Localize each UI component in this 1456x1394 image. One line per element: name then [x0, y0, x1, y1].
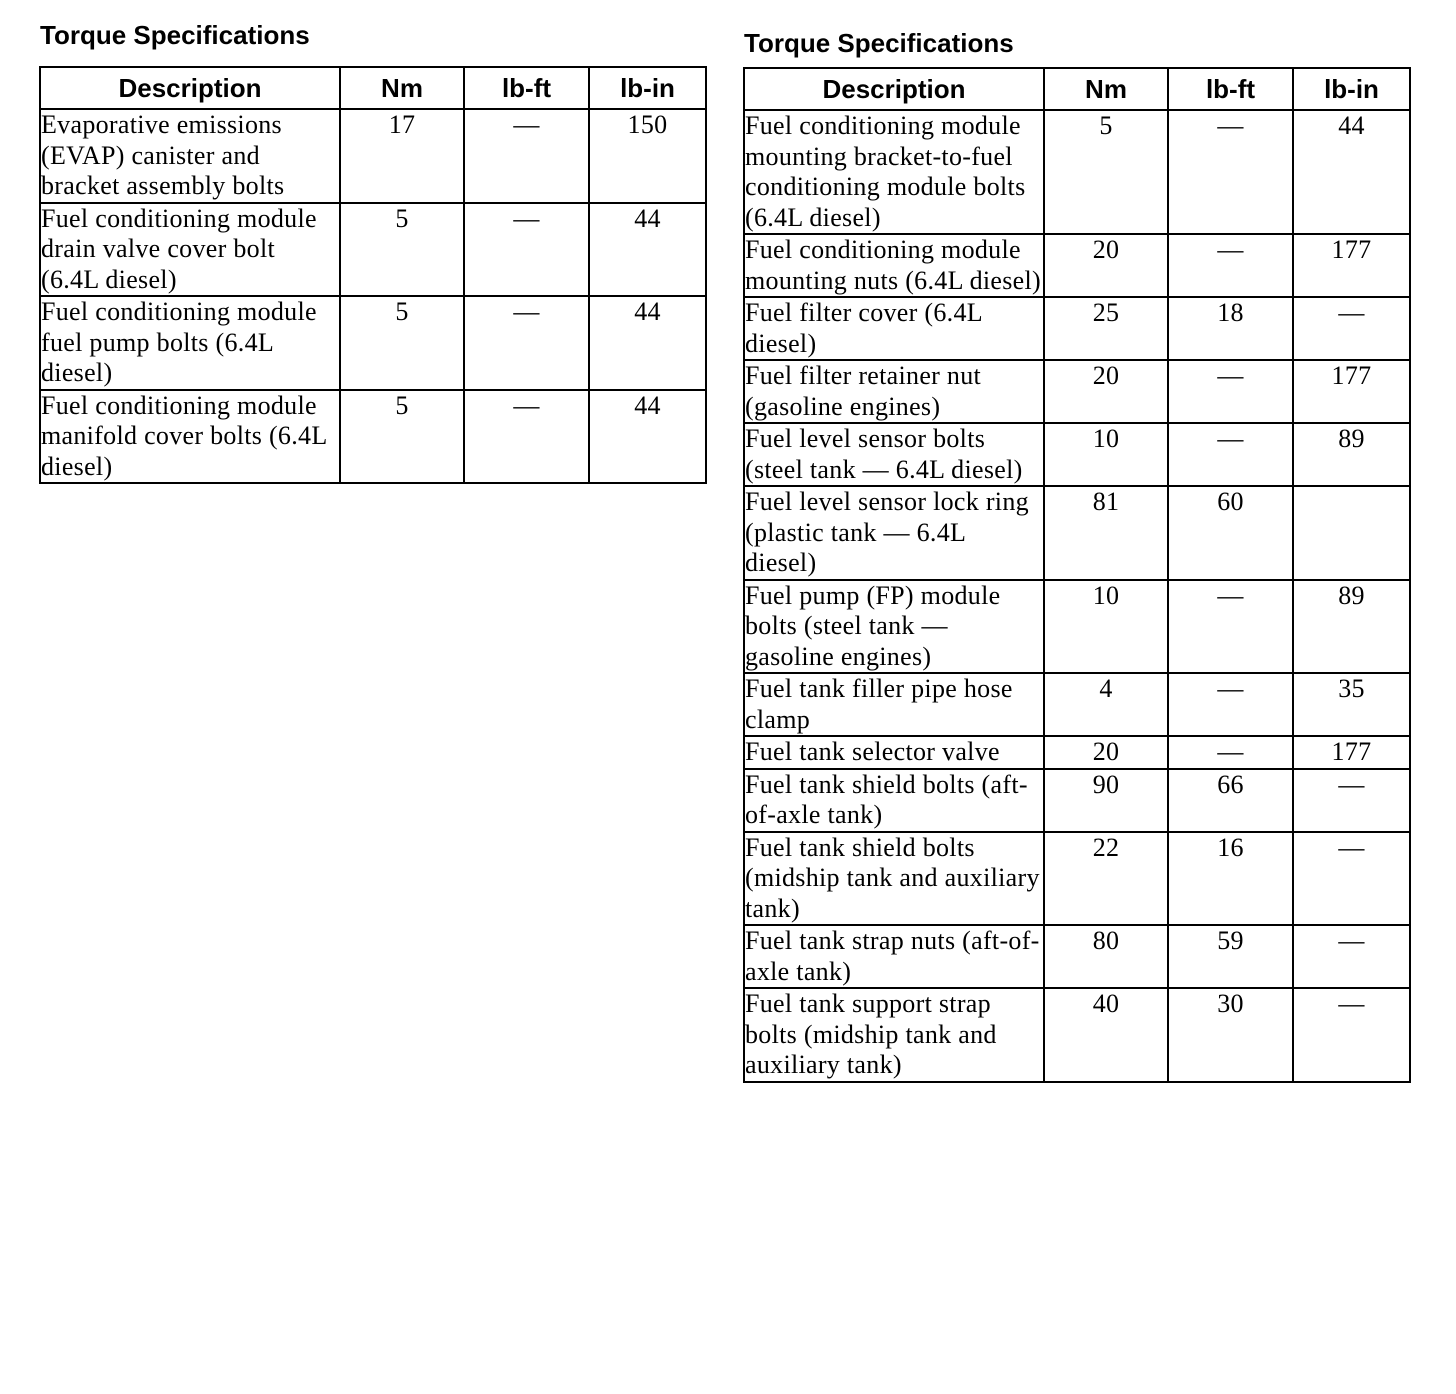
cell-nm: 20: [1044, 234, 1168, 297]
left-torque-table: [39, 66, 707, 484]
cell-nm: 5: [340, 296, 464, 390]
cell-lbft: 66: [1168, 769, 1293, 832]
cell-description: Fuel tank shield bolts (midship tank and auxiliary tank): [744, 832, 1044, 926]
cell-lbft: —: [1168, 423, 1293, 486]
cell-description: Fuel conditioning module manifold cover bolts (6.4L diesel): [40, 390, 340, 484]
header-lbft: lb-ft: [464, 67, 589, 109]
cell-lbin: 44: [1293, 110, 1410, 234]
cell-description: Fuel conditioning module drain valve cover bolt (6.4L diesel): [40, 203, 340, 297]
cell-lbft: 18: [1168, 297, 1293, 360]
header-lbin: lb-in: [1293, 68, 1410, 110]
table-row: [744, 297, 1410, 360]
cell-lbin: 177: [1293, 234, 1410, 297]
cell-description: Fuel conditioning module mounting nuts (6.4L diesel): [744, 234, 1044, 297]
cell-lbft: 16: [1168, 832, 1293, 926]
cell-lbft: —: [464, 296, 589, 390]
cell-lbft: —: [1168, 110, 1293, 234]
cell-description: Fuel pump (FP) module bolts (steel tank — gasoline engines): [744, 580, 1044, 674]
cell-nm: 5: [340, 390, 464, 484]
table-row: [744, 234, 1410, 297]
cell-nm: 22: [1044, 832, 1168, 926]
table-row: [744, 832, 1410, 926]
cell-nm: 20: [1044, 736, 1168, 769]
cell-nm: 81: [1044, 486, 1168, 580]
cell-nm: 90: [1044, 769, 1168, 832]
cell-nm: 80: [1044, 925, 1168, 988]
header-lbin: lb-in: [589, 67, 706, 109]
left-table-title: Torque Specifications: [40, 20, 310, 50]
cell-description: Fuel tank selector valve: [744, 736, 1044, 769]
cell-lbin: 44: [589, 390, 706, 484]
header-lbft: lb-ft: [1168, 68, 1293, 110]
table-row: [744, 580, 1410, 674]
cell-description: Fuel level sensor lock ring (plastic tank — 6.4L diesel): [744, 486, 1044, 580]
cell-lbin: 89: [1293, 423, 1410, 486]
cell-description: Fuel level sensor bolts (steel tank — 6.4L diesel): [744, 423, 1044, 486]
table-row: [744, 110, 1410, 234]
cell-lbft: 60: [1168, 486, 1293, 580]
cell-lbft: —: [1168, 234, 1293, 297]
cell-lbft: 59: [1168, 925, 1293, 988]
table-row: [744, 988, 1410, 1082]
cell-description: Fuel filter cover (6.4L diesel): [744, 297, 1044, 360]
right-table-title: Torque Specifications: [744, 28, 1014, 58]
table-row: [744, 486, 1410, 580]
table-row: [40, 296, 706, 390]
cell-lbin: 177: [1293, 736, 1410, 769]
header-row: [40, 67, 706, 109]
header-description: Description: [40, 67, 340, 109]
cell-lbft: —: [1168, 736, 1293, 769]
cell-nm: 17: [340, 109, 464, 203]
cell-nm: 40: [1044, 988, 1168, 1082]
cell-nm: 10: [1044, 423, 1168, 486]
cell-lbin: 44: [589, 296, 706, 390]
cell-description: Fuel tank filler pipe hose clamp: [744, 673, 1044, 736]
header-description: Description: [744, 68, 1044, 110]
table-row: [744, 423, 1410, 486]
table-row: [40, 109, 706, 203]
cell-nm: 4: [1044, 673, 1168, 736]
cell-description: Fuel tank support strap bolts (midship tank and auxiliary tank): [744, 988, 1044, 1082]
table-row: [744, 736, 1410, 769]
table-row: [40, 203, 706, 297]
cell-nm: 5: [340, 203, 464, 297]
cell-description: Fuel tank strap nuts (aft-of-axle tank): [744, 925, 1044, 988]
cell-description: Fuel filter retainer nut (gasoline engines): [744, 360, 1044, 423]
cell-lbin: [1293, 486, 1410, 580]
cell-lbft: 30: [1168, 988, 1293, 1082]
cell-lbin: —: [1293, 769, 1410, 832]
cell-lbft: —: [1168, 580, 1293, 674]
cell-nm: 20: [1044, 360, 1168, 423]
cell-lbin: 177: [1293, 360, 1410, 423]
cell-nm: 25: [1044, 297, 1168, 360]
cell-lbin: 150: [589, 109, 706, 203]
cell-lbin: —: [1293, 297, 1410, 360]
cell-lbft: —: [1168, 673, 1293, 736]
cell-lbin: —: [1293, 925, 1410, 988]
cell-lbin: 89: [1293, 580, 1410, 674]
cell-lbft: —: [464, 109, 589, 203]
cell-lbin: —: [1293, 832, 1410, 926]
table-row: [744, 360, 1410, 423]
cell-description: Fuel tank shield bolts (aft-of-axle tank): [744, 769, 1044, 832]
cell-lbin: 35: [1293, 673, 1410, 736]
cell-lbft: —: [1168, 360, 1293, 423]
cell-lbin: 44: [589, 203, 706, 297]
table-row: [40, 390, 706, 484]
table-row: [744, 925, 1410, 988]
cell-nm: 5: [1044, 110, 1168, 234]
cell-lbft: —: [464, 203, 589, 297]
table-row: [744, 673, 1410, 736]
table-row: [744, 769, 1410, 832]
header-nm: Nm: [340, 67, 464, 109]
header-row: [744, 68, 1410, 110]
cell-description: Fuel conditioning module fuel pump bolts (6.4L diesel): [40, 296, 340, 390]
cell-lbin: —: [1293, 988, 1410, 1082]
cell-lbft: —: [464, 390, 589, 484]
cell-description: Evaporative emissions (EVAP) canister and bracket assembly bolts: [40, 109, 340, 203]
header-nm: Nm: [1044, 68, 1168, 110]
cell-nm: 10: [1044, 580, 1168, 674]
right-torque-table: [743, 67, 1411, 1083]
cell-description: Fuel conditioning module mounting bracket-to-fuel conditioning module bolts (6.4L diesel): [744, 110, 1044, 234]
